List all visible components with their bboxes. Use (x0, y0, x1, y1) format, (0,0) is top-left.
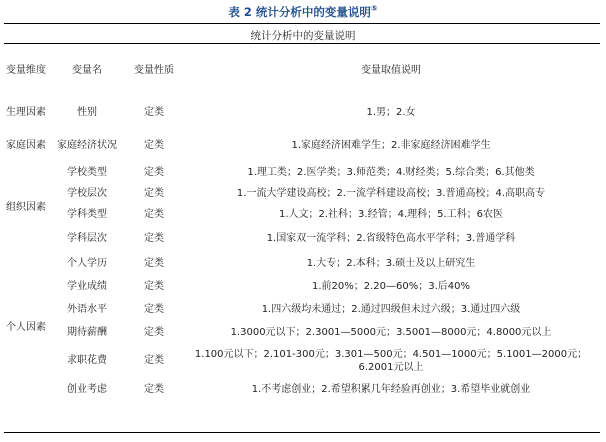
dimension-cell: 组织因素 (6, 201, 46, 213)
table-row (4, 129, 600, 162)
table-row (4, 321, 600, 344)
variable-name-cell: 性别 (77, 107, 97, 118)
table-row (4, 344, 600, 377)
variable-name-cell: 家庭经济状况 (57, 140, 117, 151)
value-description-cell: 1.男；2.女 (366, 107, 416, 118)
value-description-cell: 1.大专；2.本科；3.硕士及以上研究生 (306, 258, 476, 269)
header-value-description: 变量取值说明 (361, 64, 421, 76)
table-subtitle: 统计分析中的变量说明 (250, 30, 356, 42)
footnote-marker: ⑤ (370, 4, 378, 14)
dimension-cell: 生理因素 (6, 107, 46, 118)
value-description-cell: 1.家庭经济困难学生；2.非家庭经济困难学生 (291, 140, 491, 151)
variable-type-cell: 定类 (144, 384, 164, 395)
table-header-row (4, 44, 600, 96)
table-row (4, 162, 600, 183)
value-description-cell: 1.四六级均未通过；2.通过四级但未过六级；3.通过四六级 (261, 304, 521, 315)
top-rule (4, 23, 600, 24)
header-variable-type: 变量性质 (134, 64, 174, 76)
variable-type-cell: 定类 (144, 281, 164, 292)
value-description-cell: 1.国家双一流学科；2.省级特色高水平学科；3.普通学科 (266, 233, 516, 244)
value-description-cell: 1.100元以下；2.101-300元；3.301—500元；4.501—1000元；5.1001—2000元；6.2001元以上 (194, 348, 588, 373)
table-title (0, 4, 606, 20)
variable-type-cell: 定类 (144, 355, 164, 366)
dimension-cell: 个人因素 (6, 321, 46, 333)
table-title-text: 统计分析中的变量说明 (255, 5, 371, 19)
table-row (4, 225, 600, 252)
header-dimension: 变量维度 (6, 64, 46, 76)
variable-table (4, 44, 600, 402)
variable-name-cell: 个人学历 (67, 258, 107, 269)
variable-type-cell: 定类 (144, 188, 164, 199)
variable-name-cell: 学业成绩 (67, 281, 107, 292)
table-row (4, 252, 600, 275)
value-description-cell: 1.人文；2.社科；3.经管；4.理科；5.工科；6农医 (278, 209, 504, 220)
variable-name-cell: 学科层次 (67, 233, 107, 244)
value-description-cell: 1.一流大学建设高校；2.一流学科建设高校；3.普通高校；4.高职高专 (236, 188, 546, 199)
variable-name-cell: 学校类型 (67, 167, 107, 178)
variable-type-cell: 定类 (144, 304, 164, 315)
bottom-rule (4, 432, 600, 433)
table-row (4, 204, 600, 225)
variable-type-cell: 定类 (144, 140, 164, 151)
variable-name-cell: 学校层次 (67, 188, 107, 199)
variable-name-cell: 外语水平 (67, 304, 107, 315)
variable-type-cell: 定类 (144, 233, 164, 244)
table-row (4, 298, 600, 321)
value-description-cell: 1.前20%；2.20—60%；3.后40% (311, 281, 471, 292)
dimension-cell: 家庭因素 (6, 140, 46, 151)
header-variable-name: 变量名 (72, 64, 102, 76)
table-row (4, 377, 600, 402)
table-row (4, 183, 600, 204)
variable-type-cell: 定类 (144, 107, 164, 118)
variable-type-cell: 定类 (144, 209, 164, 220)
table-body (4, 96, 600, 402)
variable-type-cell: 定类 (144, 167, 164, 178)
variable-name-cell: 创业考虑 (67, 384, 107, 395)
variable-name-cell: 求职花费 (67, 355, 107, 366)
value-description-cell: 1.理工类；2.医学类；3.师范类；4.财经类；5.综合类；6.其他类 (247, 167, 535, 178)
variable-name-cell: 学科类型 (67, 209, 107, 220)
value-description-cell: 1.3000元以下；2.3001—5000元；3.5001—8000元；4.8000元以上 (230, 327, 552, 338)
variable-type-cell: 定类 (144, 327, 164, 338)
table-row (4, 275, 600, 298)
table-number: 表 2 (228, 5, 252, 19)
value-description-cell: 1.不考虑创业；2.希望积累几年经验再创业；3.希望毕业就创业 (251, 384, 531, 395)
table-row (4, 96, 600, 129)
variable-name-cell: 期待薪酬 (67, 327, 107, 338)
variable-type-cell: 定类 (144, 258, 164, 269)
